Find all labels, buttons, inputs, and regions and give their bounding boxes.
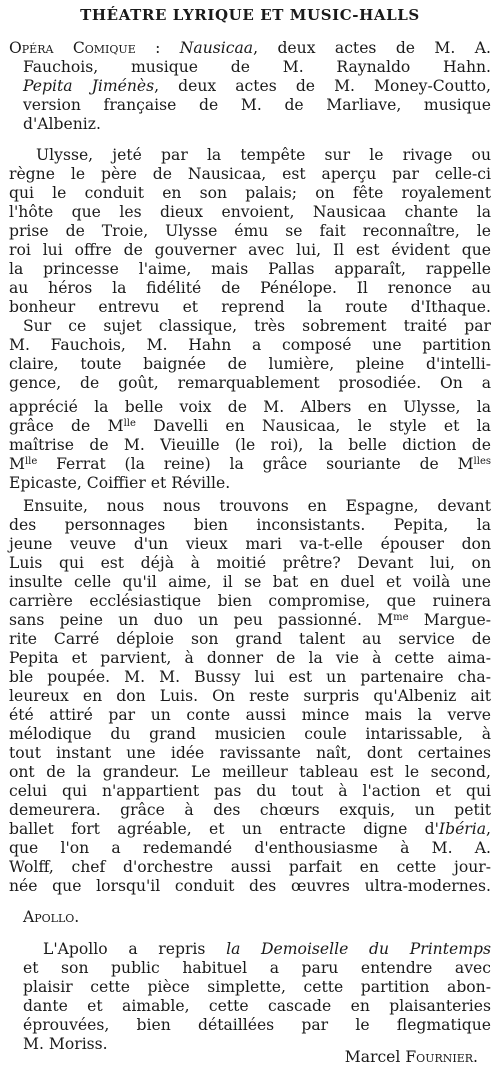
text-line: rite Carré déploie son grand talent au service de [9, 630, 491, 648]
work-title: la Demoiselle du Printemps [226, 940, 491, 958]
text-line: jeune veuve d'un vieux mari va-t-elle épouser don [9, 535, 491, 553]
text-line: apprécié la belle voix de M. Albers en Ulysse, la [9, 398, 491, 416]
text-line: qui le conduit en son palais; on fête royalement [9, 184, 491, 202]
text-line: la princesse l'aime, mais Pallas apparaît, rappelle [9, 260, 491, 278]
text-line: gence, de goût, remarquablement prosodiée. On a [9, 374, 491, 392]
text-line: roi lui offre de gouverner avec lui, Il est évident que [9, 241, 491, 259]
text-line: carrière ecclésiastique bien compromise, que ruinera [9, 592, 491, 610]
text-line: née que lorsqu'il conduit des œuvres ultra-modernes. [9, 877, 491, 895]
listing-line: Opéra Comique : Nausicaa, deux actes de M. A. [9, 39, 491, 57]
text-line: demeurera. grâce à des chœurs exquis, un petit [9, 801, 491, 819]
text-line: Sur ce sujet classique, très sobrement traité par [23, 317, 491, 335]
text-line: que l'on a redemandé d'enthousiasme à M. A. [9, 839, 491, 857]
author-signature: Marcel Fournier. [344, 1048, 478, 1066]
text-line: ont de la grandeur. Le meilleur tableau est le second, [9, 763, 491, 781]
work-title: Pepita Jiménès [23, 77, 155, 95]
text-line: éprouvées, bien détaillées par le flegmatique [23, 1016, 491, 1034]
section-heading: THÉATRE LYRIQUE ET MUSIC-HALLS [80, 6, 420, 24]
text-line: insulte celle qu'il aime, il se bat en duel et voilà une [9, 573, 491, 591]
text-line: maîtrise de M. Vieuille (le roi), la belle diction de [9, 436, 491, 454]
text-line: prise de Troie, Ulysse ému se fait reconnaître, le [9, 222, 491, 240]
text-line: claire, toute baignée de lumière, pleine d'intelli- [9, 355, 491, 373]
listing-line: d'Albeniz. [23, 115, 101, 133]
text-line: bonheur entrevu et reprend la route d'Ithaque. [9, 298, 491, 316]
text-line: Pepita et parvient, à donner de la vie à cette aima- [9, 649, 491, 667]
text-line: ble poupée. M. M. Bussy lui est un partenaire cha- [9, 668, 491, 686]
text-line: plaisir cette pièce simplette, cette partition abon- [23, 978, 491, 996]
text-line: celui qui n'appartient pas du tout à l'action et qui [9, 782, 491, 800]
text-line: et son public habituel a paru entendre avec [23, 959, 491, 977]
text-line: des personnages bien inconsistants. Pepita, la [9, 516, 491, 534]
text-line: l'hôte que les dieux envoient, Nausicaa chante la [9, 203, 491, 221]
text-line: grâce de $M^{lle}$ Davelli en Nausicaa, le style et la [9, 417, 491, 435]
text-line: $M^{lle}$ Ferrat (la reine) la grâce souriante de $M^{lles}$ [9, 455, 491, 473]
listing-line: Fauchois, musique de M. Raynaldo Hahn. [23, 58, 491, 76]
text-line: tout instant une idée ravissante naît, dont certaines [9, 744, 491, 762]
text-line: dante et aimable, cette cascade en plaisanteries [23, 997, 491, 1015]
text-line: règne le père de Nausicaa, est aperçu par celle-ci [9, 165, 491, 183]
text-line: ballet fort agréable, et un entracte digne d'Ibéria, [9, 820, 491, 838]
listing-line: version française de M. de Marliave, musique [23, 96, 491, 114]
text-line: M. Fauchois, M. Hahn a composé une partition [9, 336, 491, 354]
text-line: M. Moriss. [23, 1035, 108, 1053]
text-line: Epicaste, Coiffier et Réville. [9, 474, 231, 492]
venue-label: Opéra Comique : [9, 39, 161, 57]
text-line: Ensuite, nous nous trouvons en Espagne, devant [23, 497, 491, 515]
text-line: Luis qui est déjà à moitié prêtre? Devant lui, on [9, 554, 491, 572]
text-line: leureux en don Luis. On reste surpris qu'Albeniz ait [9, 687, 491, 705]
text-line: été attiré par un conte aussi mince mais la verve [9, 706, 491, 724]
work-title: Nausicaa [179, 39, 254, 57]
venue-label-apollo: Apollo. [23, 908, 80, 926]
text-line: sans peine un duo un peu passionné. $M^{me}$ Margue- [9, 611, 491, 629]
listing-line: Pepita Jiménès, deux actes de M. Money-Coutto, [23, 77, 491, 95]
text-line: Wolff, chef d'orchestre aussi parfait en cette jour- [9, 858, 491, 876]
work-title: Ibéria [438, 820, 487, 838]
text-line: L'Apollo a repris la Demoiselle du Printemps [43, 940, 491, 958]
text-line: Ulysse, jeté par la tempête sur le rivage ou [36, 146, 491, 164]
text-line: mélodique du grand musicien coule intarissable, à [9, 725, 491, 743]
text-line: au héros la fidélité de Pénélope. Il renonce au [9, 279, 491, 297]
